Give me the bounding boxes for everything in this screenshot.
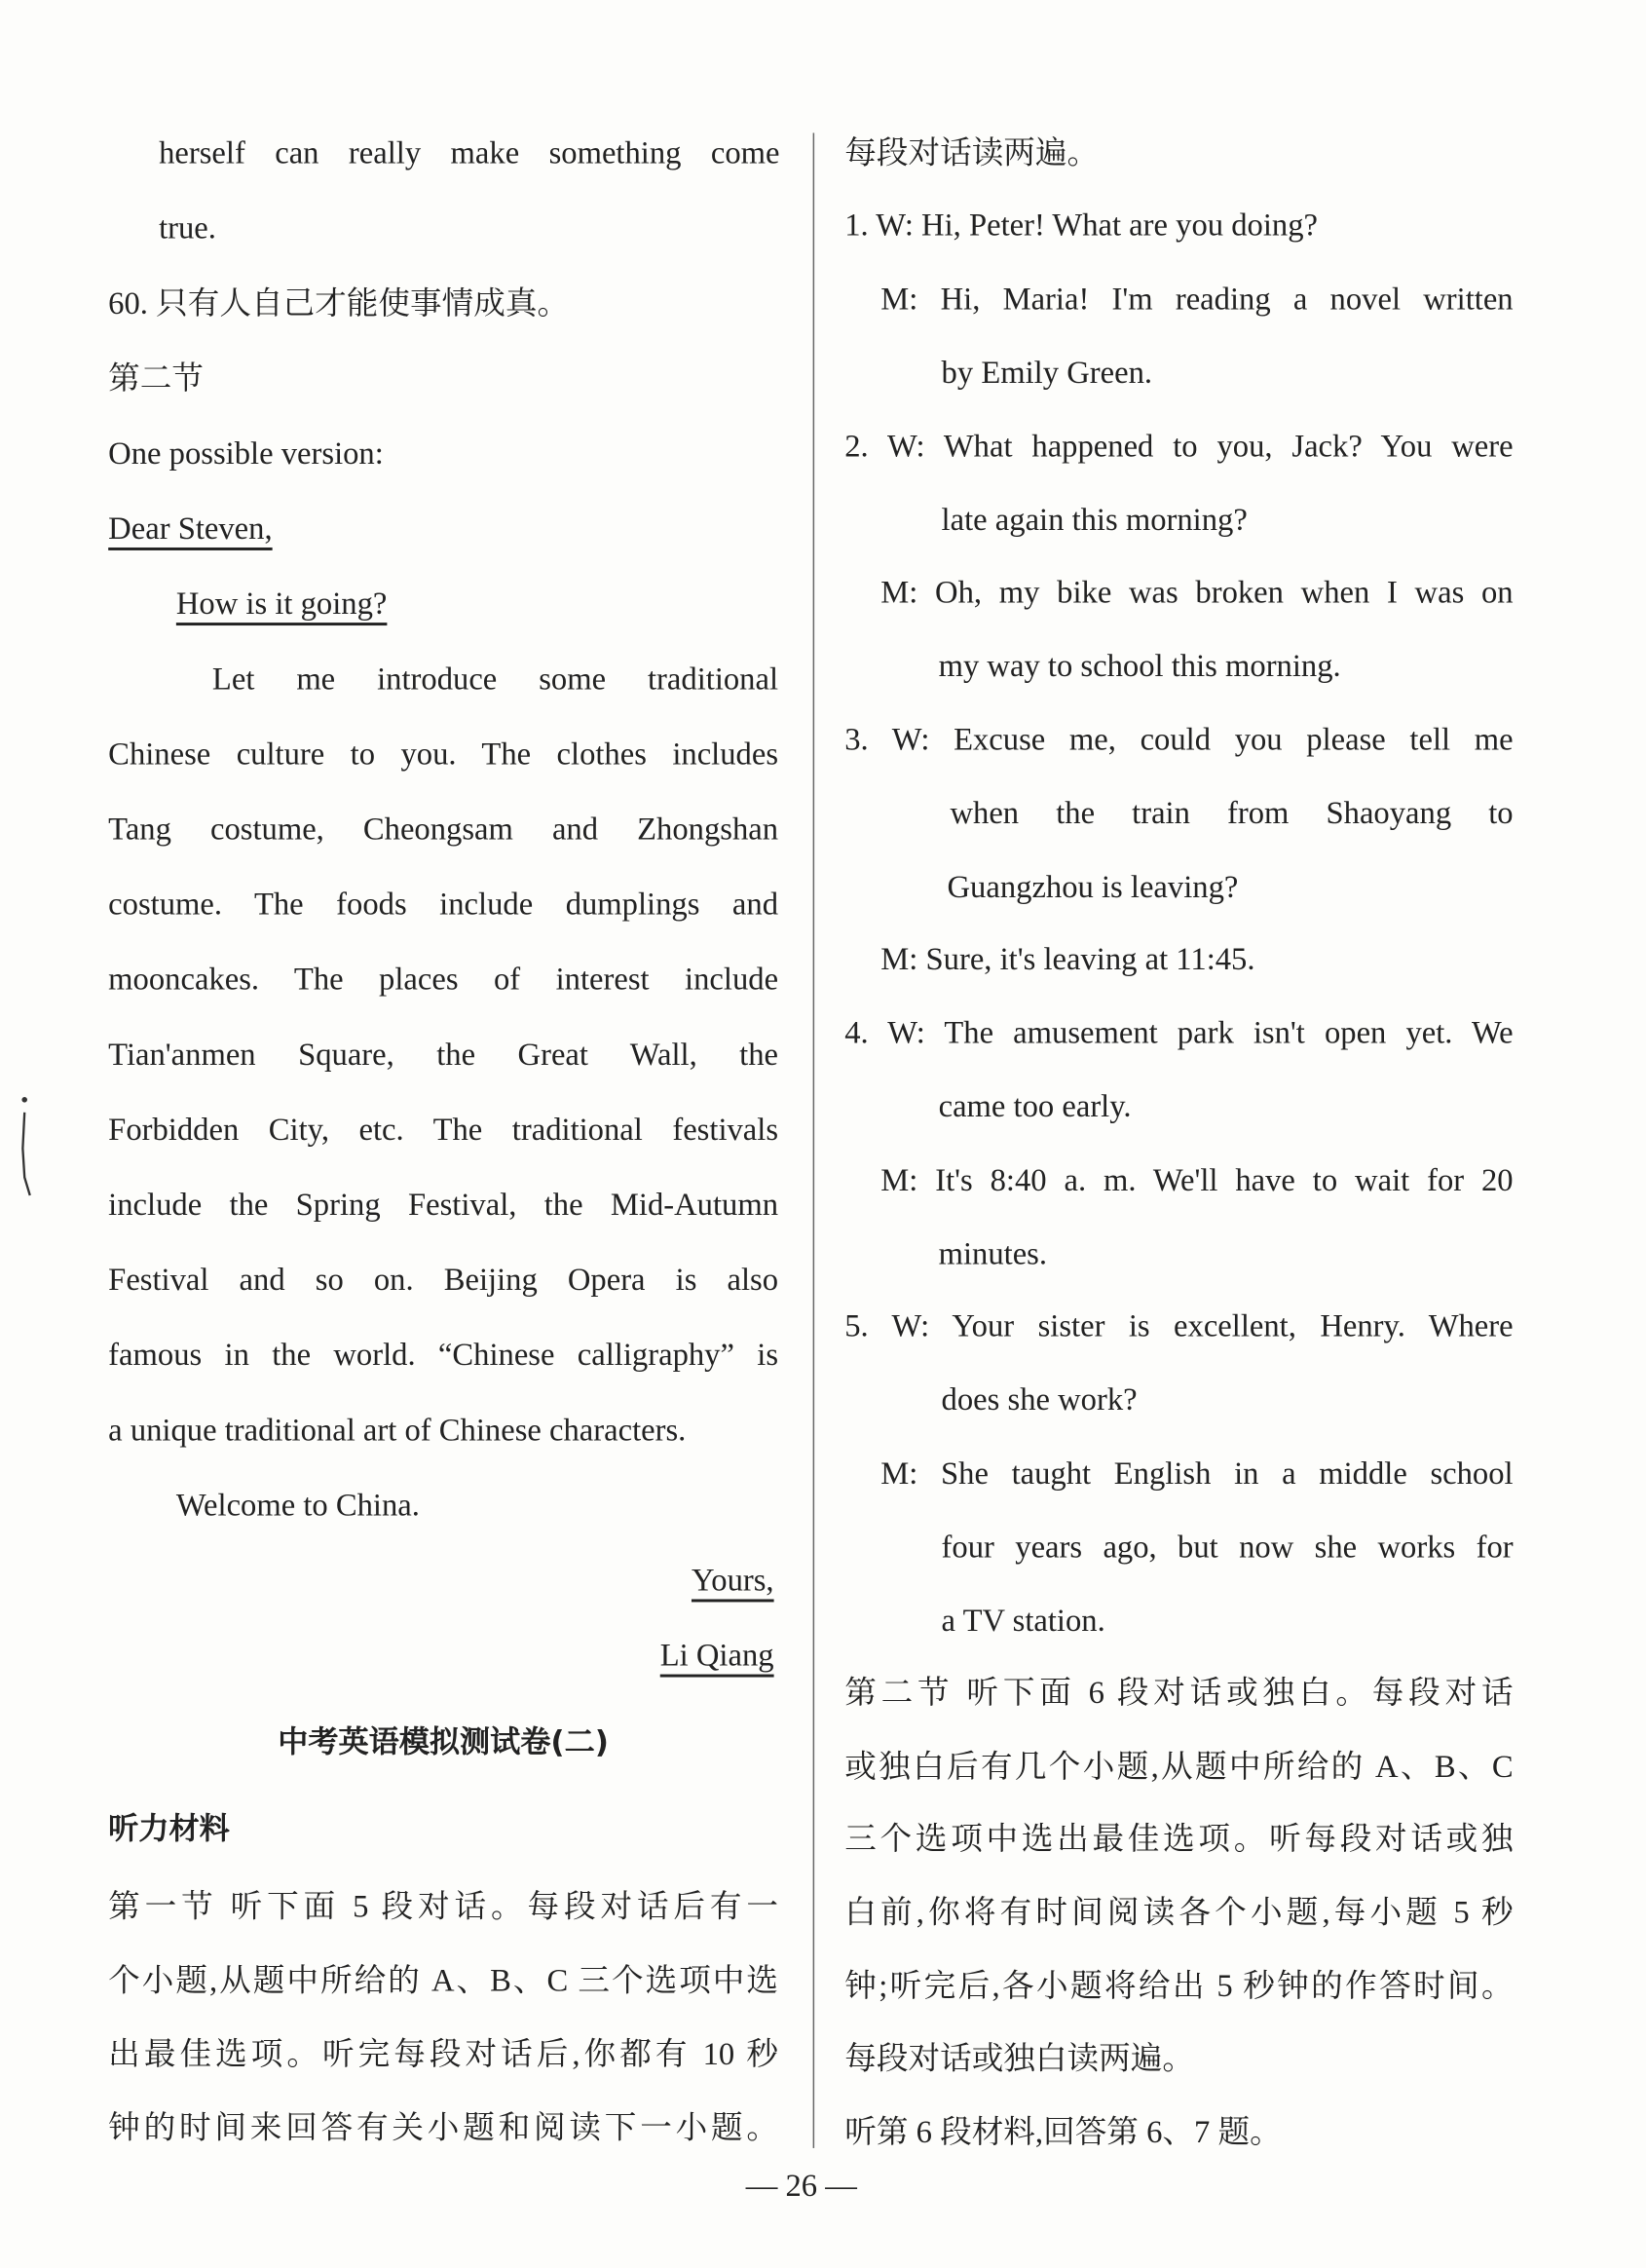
margin-mark	[18, 1091, 32, 1207]
dialogue-line: M: It's 8:40 a. m. We'll have to wait for 20	[880, 1161, 1514, 1198]
letter-salutation: Dear Steven,	[108, 510, 273, 547]
instruction-line: 第一节 听下面 5 段对话。每段对话后有一	[108, 1888, 779, 1925]
text-line: Tang costume, Cheongsam and Zhongshan	[108, 810, 779, 847]
dialogue-line: came too early.	[938, 1087, 1132, 1124]
instruction-line: 钟;听完后,各小题将给出 5 秒钟的作答时间。	[844, 1967, 1514, 2004]
text-line: costume. The foods include dumplings and	[108, 885, 779, 923]
instruction-line: 第二节 听下面 6 段对话或独白。每段对话	[844, 1674, 1514, 1711]
instruction-line: 每段对话读两遍。	[844, 133, 1100, 170]
text-line: One possible version:	[108, 435, 384, 472]
dialogue-line: late again this morning?	[941, 501, 1248, 538]
text-line: include the Spring Festival, the Mid-Autumn	[108, 1186, 779, 1223]
dialogue-line: minutes.	[938, 1234, 1048, 1271]
instruction-line: 三个选项中选出最佳选项。听每段对话或独	[844, 1820, 1514, 1857]
section-heading: 听力材料	[108, 1811, 230, 1847]
dialogue-line: does she work?	[941, 1380, 1138, 1418]
dialogue-line: M: She taught English in a middle school	[880, 1455, 1514, 1492]
dialogue-line: M: Hi, Maria! I'm reading a novel written	[880, 280, 1514, 317]
dialogue-line: 2. W: What happened to you, Jack? You were	[844, 427, 1514, 464]
dialogue-line: by Emily Green.	[941, 354, 1153, 391]
instruction-line: 听第 6 段材料,回答第 6、7 题。	[844, 2113, 1282, 2150]
text-line: Tian'anmen Square, the Great Wall, the	[108, 1036, 779, 1073]
instruction-line: 或独白后有几个小题,从题中所给的 A、B、C	[844, 1748, 1514, 1785]
exam-title: 中考英语模拟测试卷(二)	[278, 1724, 609, 1760]
dialogue-line: 1. W: Hi, Peter! What are you doing?	[844, 207, 1318, 244]
text-line: Festival and so on. Beijing Opera is also	[108, 1261, 779, 1298]
text-line: Let me introduce some traditional	[211, 660, 779, 697]
letter-closing: Welcome to China.	[175, 1486, 420, 1523]
instruction-line: 钟的时间来回答有关小题和阅读下一小题。	[108, 2108, 779, 2145]
column-divider	[813, 132, 814, 2148]
letter-signoff: Yours,	[691, 1561, 774, 1598]
dialogue-line: 4. W: The amusement park isn't open yet. We	[844, 1013, 1514, 1050]
text-line: famous in the world. “Chinese calligraphy” is	[108, 1336, 779, 1373]
section-label: 第二节	[108, 359, 205, 397]
text-line: true.	[159, 209, 216, 246]
instruction-line: 出最佳选项。听完每段对话后,你都有 10 秒	[108, 2035, 779, 2072]
dialogue-line: M: Sure, it's leaving at 11:45.	[880, 940, 1255, 977]
dialogue-line: Guangzhou is leaving?	[947, 868, 1239, 905]
text-line: herself can really make something come	[159, 133, 780, 170]
dialogue-line: my way to school this morning.	[938, 647, 1341, 684]
dialogue-line: a TV station.	[941, 1602, 1105, 1639]
dialogue-line: 3. W: Excuse me, could you please tell me	[844, 720, 1514, 757]
dialogue-line: when the train from Shaoyang to	[950, 794, 1514, 831]
instruction-line: 每段对话或独白读两遍。	[844, 2039, 1195, 2076]
text-line: mooncakes. The places of interest include	[108, 961, 779, 998]
letter-opening: How is it going?	[175, 585, 388, 622]
dialogue-line: four years ago, but now she works for	[941, 1528, 1514, 1565]
text-line: Forbidden City, etc. The traditional festivals	[108, 1111, 779, 1148]
text-line: Chinese culture to you. The clothes includes	[108, 735, 779, 772]
text-line: a unique traditional art of Chinese characters.	[108, 1411, 687, 1448]
dialogue-line: M: Oh, my bike was broken when I was on	[880, 573, 1514, 610]
dialogue-line: 5. W: Your sister is excellent, Henry. Where	[844, 1306, 1514, 1344]
instruction-line: 白前,你将有时间阅读各个小题,每小题 5 秒	[844, 1893, 1514, 1931]
answer-60: 60. 只有人自己才能使事情成真。	[108, 284, 570, 321]
page-number: — 26 —	[745, 2167, 857, 2204]
instruction-line: 个小题,从题中所给的 A、B、C 三个选项中选	[108, 1961, 779, 1998]
letter-signature: Li Qiang	[659, 1637, 774, 1674]
